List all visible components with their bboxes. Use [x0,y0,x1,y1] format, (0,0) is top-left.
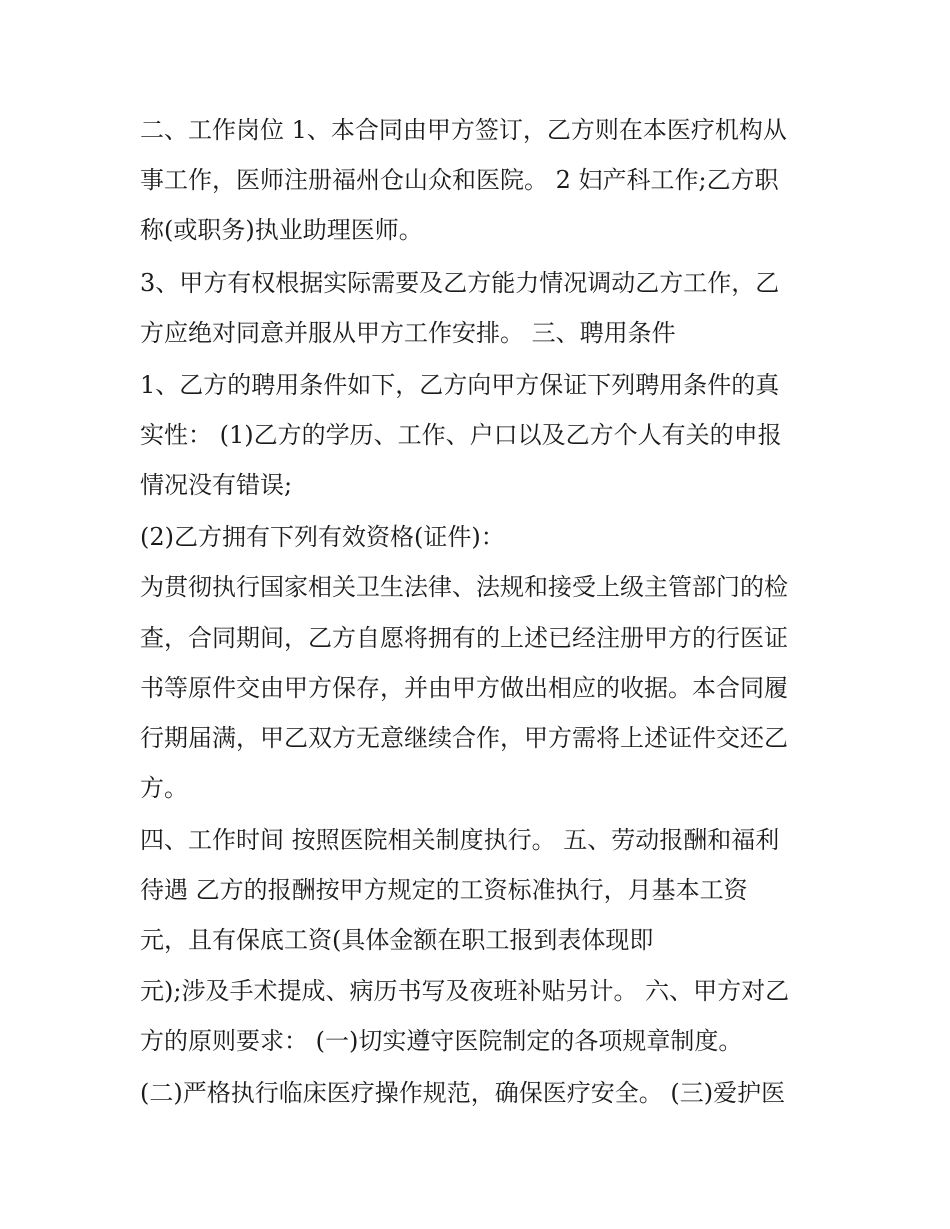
text-line: 1、乙方的聘用条件如下，乙方向甲方保证下列聘用条件的真 [140,371,780,399]
text-line: 方。 [140,774,188,802]
text-line: 行期届满，甲乙双方无意继续合作，甲方需将上述证件交还乙 [140,724,788,752]
text-line: 方的原则要求： (一)切实遵守医院制定的各项规章制度。 [140,1027,743,1055]
text-line: 情况没有错误; [140,471,293,499]
text-line: 3、甲方有权根据实际需要及乙方能力情况调动乙方工作，乙 [140,269,780,297]
text-line: 四、工作时间 按照医院相关制度执行。 五、劳动报酬和福利 [140,826,780,854]
text-line: 为贯彻执行国家相关卫生法律、法规和接受上级主管部门的检 [140,573,788,601]
text-line: 待遇 乙方的报酬按甲方规定的工资标准执行，月基本工资 [140,876,748,904]
text-line: (二)严格执行临床医疗操作规范，确保医疗安全。 (三)爱护医 [140,1079,786,1107]
text-line: 书等原件交由甲方保存，并由甲方做出相应的收据。本合同履 [140,674,788,702]
text-line: 方应绝对同意并服从甲方工作安排。 三、聘用条件 [140,319,676,347]
text-line: 事工作，医师注册福州仓山众和医院。 2 妇产科工作;乙方职 [140,166,779,194]
text-line: 元);涉及手术提成、病历书写及夜班补贴另计。 六、甲方对乙 [140,977,790,1005]
text-line: 查，合同期间，乙方自愿将拥有的上述已经注册甲方的行医证 [140,624,788,652]
text-line: (2)乙方拥有下列有效资格(证件)： [140,523,505,551]
text-line: 实性： (1)乙方的学历、工作、户口以及乙方个人有关的申报 [140,421,782,449]
text-line: 元，且有保底工资(具体金额在职工报到表体现即 [140,926,654,954]
text-line: 二、工作岗位 1、本合同由甲方签订，乙方则在本医疗机构从 [140,116,787,144]
text-line: 称(或职务)执业助理医师。 [140,216,423,244]
